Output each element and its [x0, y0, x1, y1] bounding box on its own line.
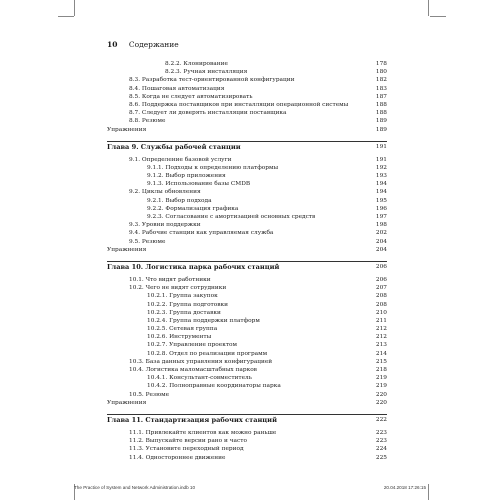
- toc-page-number: 215: [375, 358, 387, 365]
- toc-entry: [107, 437, 387, 445]
- toc-entry-title: 9.1.2. Выбор приложения: [147, 173, 226, 180]
- toc-entry-title: 9.2.3. Согласование с амортизацией основных средств: [147, 214, 316, 220]
- toc-entry-title: 9.1.3. Использование базы CMDB: [147, 181, 251, 188]
- toc-page-number: 191: [375, 143, 387, 150]
- toc-entry: [107, 292, 387, 300]
- toc-entry: [107, 350, 387, 358]
- toc-entry: [107, 101, 387, 109]
- toc-page-number: 207: [375, 285, 387, 292]
- chapter-title: Глава 9. Службы рабочей станции: [107, 142, 241, 151]
- toc-entry: [107, 221, 387, 229]
- toc-entry-title: 10.2.2. Группа подготовки: [147, 301, 229, 308]
- crop-mark: [430, 16, 446, 17]
- toc-page-number: 195: [375, 197, 387, 204]
- toc-page-number: 220: [375, 399, 387, 406]
- toc-entry: [107, 284, 387, 292]
- toc-entry-title: 8.6. Поддержка поставщиков при инсталляции операционной системы: [129, 101, 349, 108]
- toc-page-number: 222: [375, 416, 387, 423]
- footer-file-info: The Practice of System and Network Administration.indb 10: [74, 485, 196, 490]
- toc-entry: [107, 454, 387, 462]
- toc-page-number: 204: [375, 246, 387, 253]
- toc-page-number: 211: [375, 317, 387, 324]
- toc-page-number: 206: [375, 263, 387, 270]
- toc-entry: [107, 85, 387, 93]
- toc-entry: [107, 391, 387, 399]
- toc-entry: [107, 93, 387, 101]
- toc-page-number: 212: [375, 326, 387, 333]
- toc-entry-title: 10.4.1. Консультант-совместитель: [147, 375, 252, 382]
- toc-page-number: 219: [375, 383, 387, 390]
- toc-entry: [107, 238, 387, 246]
- toc-entry-title: 10.2.6. Инструменты: [147, 334, 212, 341]
- toc-entry: [107, 399, 387, 407]
- toc-entry: [107, 68, 387, 76]
- toc-entry: [107, 229, 387, 237]
- toc-page-number: 224: [375, 446, 387, 453]
- toc-page-number: 188: [375, 110, 387, 117]
- toc-entry: [107, 317, 387, 325]
- toc-entry-title: 10.2.1. Группа закупок: [147, 293, 218, 300]
- chapter-gap: [107, 254, 387, 260]
- toc-entry-title: 10.4. Логистика маломасштабных парков: [129, 367, 257, 373]
- toc-page-number: 191: [375, 156, 387, 163]
- crop-mark: [74, 0, 75, 16]
- chapter-gap: [107, 134, 387, 140]
- toc-entry-title: 10.2. Чего не видят сотрудники: [129, 285, 227, 292]
- toc-entry-title: Упражнения: [107, 126, 147, 133]
- toc-page-number: 183: [375, 85, 387, 92]
- toc-entry: [107, 374, 387, 382]
- toc-page-number: 208: [375, 301, 387, 308]
- toc-page-number: 178: [375, 61, 387, 67]
- toc-page-number: 213: [375, 342, 387, 349]
- toc-entry-title: 9.1.1. Подходы к определению платформы: [147, 164, 279, 171]
- toc-page-number: 194: [375, 189, 387, 196]
- toc-chapter-heading: [107, 414, 387, 426]
- toc-page-number: 218: [375, 367, 387, 373]
- toc-page-number: 189: [375, 126, 387, 133]
- toc-entry: [107, 76, 387, 84]
- running-title: Содержание: [128, 40, 179, 49]
- running-header: [107, 40, 179, 52]
- footer-timestamp: 20.04.2018 17:26:15: [383, 485, 426, 490]
- toc-entry: [107, 341, 387, 349]
- toc-entry-title: 9.2. Циклы обновления: [129, 189, 201, 196]
- toc-entry: [107, 333, 387, 341]
- toc-page-number: 182: [375, 77, 387, 84]
- toc-entry-title: 9.4. Рабочие станции как управляемая служба: [129, 230, 274, 237]
- toc-entry-title: 10.4.2. Полноправные координаторы парка: [147, 383, 281, 390]
- toc-entry-title: 11.1. Привлекайте клиентов как можно раньше: [129, 429, 277, 436]
- toc-page-number: 219: [375, 375, 387, 382]
- toc-entry: [107, 164, 387, 172]
- chapter-title: Глава 11. Стандартизация рабочих станций: [107, 415, 277, 424]
- toc-entry-title: 9.2.2. Формализация графика: [147, 205, 239, 212]
- toc-entry: [107, 276, 387, 284]
- toc-entry-title: 11.3. Установите переходный период: [129, 446, 244, 453]
- toc-entry-title: 10.5. Резюме: [129, 391, 170, 398]
- toc-entry: [107, 213, 387, 221]
- toc-entry-title: 8.7. Следует ли доверять инсталляции поставщика: [129, 110, 287, 117]
- toc-entry-title: 8.5. Когда не следует автоматизировать: [129, 93, 253, 100]
- crop-mark: [428, 484, 429, 500]
- toc-page-number: 189: [375, 118, 387, 125]
- toc-page-number: 192: [375, 164, 387, 171]
- toc-page-number: 188: [375, 101, 387, 108]
- toc-entry: [107, 382, 387, 390]
- toc-chapter-heading: [107, 261, 387, 273]
- crop-mark: [58, 16, 74, 17]
- toc-entry-title: 10.2.3. Группа доставки: [147, 309, 221, 316]
- toc-entry: [107, 156, 387, 164]
- toc-entry: [107, 60, 387, 68]
- toc-entry: [107, 126, 387, 134]
- toc-page-number: 206: [375, 276, 387, 283]
- toc-entry-title: 10.2.8. Отдел по реализации программ: [147, 350, 268, 357]
- toc-page-number: 204: [375, 238, 387, 245]
- toc-entry: [107, 109, 387, 117]
- toc-page-number: 210: [375, 309, 387, 316]
- toc-entry-title: 10.2.7. Управление проектом: [147, 342, 238, 349]
- toc-page-number: 180: [375, 69, 387, 76]
- toc-entry: [107, 445, 387, 453]
- toc-entry: [107, 301, 387, 309]
- toc-entry: [107, 309, 387, 317]
- chapter-gap: [107, 407, 387, 413]
- toc-page-number: 196: [375, 205, 387, 212]
- toc-page-number: 225: [375, 454, 387, 461]
- table-of-contents: [107, 60, 387, 462]
- toc-entry: [107, 180, 387, 188]
- print-footer: [74, 485, 426, 493]
- toc-page-number: 214: [375, 350, 387, 357]
- toc-page-number: 187: [375, 93, 387, 100]
- toc-entry-title: 10.2.4. Группа поддержки платформ: [147, 317, 260, 324]
- toc-entry-title: 9.1. Определение базовой услуги: [129, 156, 232, 163]
- toc-entry-title: 8.3. Разработка тест-ориентированной конфигурации: [129, 77, 295, 84]
- toc-entry-title: 9.3. Уровни поддержки: [129, 222, 201, 229]
- toc-entry-title: 10.3. База данных управления конфигурацией: [129, 358, 273, 365]
- toc-entry: [107, 197, 387, 205]
- toc-entry-title: Упражнения: [107, 399, 147, 406]
- toc-entry-title: 11.4. Одностороннее движение: [129, 454, 226, 461]
- toc-entry: [107, 205, 387, 213]
- toc-page-number: 193: [375, 173, 387, 180]
- toc-entry: [107, 246, 387, 254]
- toc-chapter-heading: [107, 141, 387, 153]
- toc-entry-title: 9.2.1. Выбор подхода: [147, 197, 212, 204]
- crop-mark: [428, 0, 429, 16]
- toc-entry: [107, 117, 387, 125]
- chapter-title: Глава 10. Логистика парка рабочих станций: [107, 262, 280, 271]
- toc-page-number: 212: [375, 334, 387, 341]
- toc-page-number: 208: [375, 293, 387, 300]
- toc-entry-title: 8.4. Пошаговая автоматизация: [129, 85, 225, 92]
- toc-entry-title: 10.1. Что видят работники: [129, 276, 211, 283]
- toc-entry-title: 8.2.3. Ручная инсталляция: [165, 69, 248, 76]
- toc-entry-title: 8.2.2. Клонирование: [165, 61, 228, 67]
- toc-entry-title: 8.8. Резюме: [129, 118, 166, 125]
- toc-page-number: 194: [375, 181, 387, 188]
- toc-entry-title: 9.5. Резюме: [129, 238, 166, 245]
- toc-entry: [107, 325, 387, 333]
- toc-page-number: 220: [375, 391, 387, 398]
- toc-entry: [107, 429, 387, 437]
- toc-entry-title: 10.2.5. Сетевая группа: [147, 326, 218, 333]
- toc-entry: [107, 358, 387, 366]
- page-number: 10: [107, 40, 118, 49]
- toc-entry: [107, 188, 387, 196]
- toc-page-number: 197: [375, 214, 387, 220]
- toc-page-number: 202: [375, 230, 387, 237]
- toc-entry: [107, 366, 387, 374]
- toc-entry-title: 11.2. Выпускайте версии рано и часто: [129, 438, 247, 445]
- toc-entry-title: Упражнения: [107, 246, 147, 253]
- toc-entry: [107, 172, 387, 180]
- toc-page-number: 223: [375, 429, 387, 436]
- toc-page-number: 198: [375, 222, 387, 229]
- toc-page-number: 223: [375, 438, 387, 445]
